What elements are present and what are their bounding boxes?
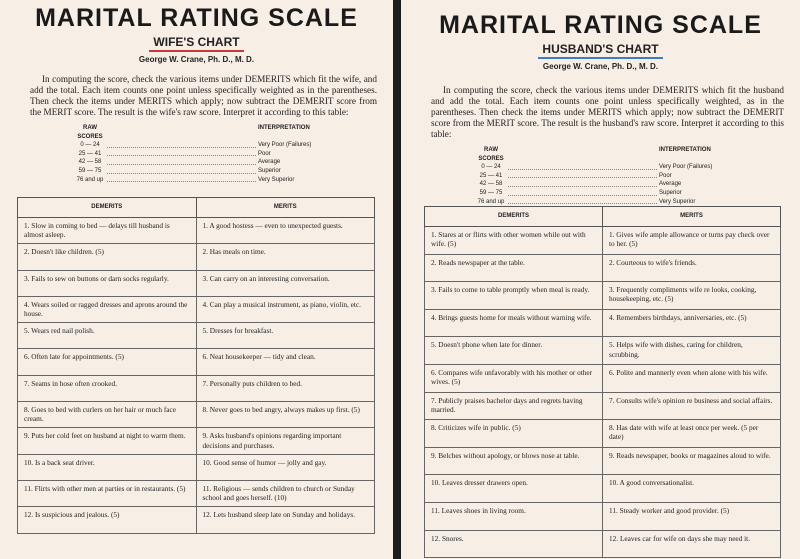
score-range: 25 — 41 [479,172,503,179]
table-row [425,364,781,392]
merit-item: 7. Personally puts children to bed. [196,375,375,401]
score-interpretation: Very Superior [258,176,295,183]
dot-leader [508,180,657,187]
demerit-item: 8. Criticizes wife in public. (5) [425,420,603,448]
rating-table [424,206,781,558]
score-row [75,141,330,150]
table-row [18,428,375,454]
merit-item: 12. Leaves car for wife on days she may need it. [603,530,781,558]
score-range: 59 — 75 [78,167,102,174]
table-row [425,475,781,503]
score-interpretation: Average [258,159,281,166]
score-interpretation: Average [659,181,682,188]
table-row [18,270,375,296]
merit-item: 2. Has meals on time. [196,244,375,270]
demerit-item: 8. Goes to bed with curlers on her hair or much face cream. [18,402,197,428]
merits-column-header: MERITS [603,207,781,227]
score-table [476,146,731,206]
dot-leader [107,167,256,174]
demerit-item: 4. Brings guests home for meals without warning wife. [425,309,603,337]
score-range: 76 and up [477,198,505,205]
table-row [18,507,375,533]
score-interpretation: Very Superior [659,198,696,205]
score-interpretation: Poor [258,150,271,157]
merit-item: 8. Has date with wife at least once per week. (5 per date) [603,420,781,448]
demerit-item: 12. Snores. [425,530,603,558]
merit-item: 11. Steady worker and good provider. (5) [603,502,781,530]
score-interpretation: Superior [659,189,682,196]
merit-item: 8. Never goes to bed angry, always makes up first. (5) [196,402,375,428]
table-row [18,402,375,428]
demerit-item: 10. Is a back seat driver. [18,454,197,480]
merit-item: 9. Reads newspaper, books or magazines aloud to wife. [603,447,781,475]
demerit-item: 12. Is suspicious and jealous. (5) [18,507,197,533]
table-row [18,375,375,401]
demerit-item: 5. Wears red nail polish. [18,323,197,349]
table-row [425,447,781,475]
raw-scores-heading: RAW SCORES [77,125,103,140]
instructions-paragraph: In computing the score, check the various items under DEMERITS which fit the husband and add the total. Each item counts one point unless specifically weighted, as in the parentheses. Then check the items under MERITS which apply; now subtract the DEMERIT score from the MERIT score. The result is the husband's raw score. Interpret it according to this table: [431,85,784,139]
merits-column-header: MERITS [196,198,375,218]
demerit-item: 9. Belches without apology, or blows nose at table. [425,447,603,475]
merit-item: 6. Neat housekeeper — tidy and clean. [196,349,375,375]
wife-chart-page [0,0,393,559]
score-row [476,180,731,189]
table-row [425,530,781,558]
merit-item: 9. Asks husband's opinions regarding important decisions and purchases. [196,428,375,454]
score-range: 25 — 41 [78,150,102,157]
page-title: MARITAL RATING SCALE [35,4,358,32]
score-range: 0 — 24 [481,164,501,171]
rating-table [17,197,375,534]
dot-leader [508,163,657,170]
merit-item: 4. Can play a musical instrument, as piano, violin, etc. [196,296,375,322]
dot-leader [508,189,657,196]
merit-item: 7. Consults wife's opinion re business and social affairs. [603,392,781,420]
merit-item: 5. Helps wife with dishes, caring for children, scrubbing. [603,337,781,365]
score-range: 59 — 75 [479,189,503,196]
husband-chart-page [401,0,800,559]
table-row [425,309,781,337]
merit-item: 1. Gives wife ample allowance or turns pay check over to her. (5) [603,227,781,255]
dot-leader [508,172,657,179]
dot-leader [107,150,256,157]
demerit-item: 9. Puts her cold feet on husband at night to warm them. [18,428,197,454]
score-row [476,198,731,207]
merit-item: 1. A good hostess — even to unexpected guests. [196,218,375,244]
demerit-item: 1. Slow in coming to bed — delays till husband is almost asleep. [18,218,197,244]
author-line: George W. Crane, Ph. D., M. D. [138,55,255,64]
demerit-item: 11. Leaves shoes in living room. [425,502,603,530]
score-range: 42 — 58 [479,181,503,188]
table-row [18,323,375,349]
score-row [75,158,330,167]
score-table [75,124,330,184]
table-row [425,227,781,255]
merit-item: 2. Courteous to wife's friends. [603,254,781,282]
merit-item: 6. Polite and mannerly even when alone with his wife. [603,364,781,392]
merit-item: 3. Frequently compliments wife re looks, cooking, housekeeping, etc. (5) [603,282,781,310]
table-row [18,480,375,506]
interpretation-heading: INTERPRETATION [659,147,711,153]
table-row [425,337,781,365]
author-line: George W. Crane, Ph. D., M. D. [542,62,659,71]
score-interpretation: Poor [659,172,672,179]
score-interpretation: Very Poor (Failures) [258,142,312,149]
score-row [75,150,330,159]
merit-item: 10. A good conversationalist. [603,475,781,503]
score-row [476,172,731,181]
score-range: 76 and up [76,176,104,183]
demerit-item: 3. Fails to come to table promptly when meal is ready. [425,282,603,310]
demerit-item: 2. Reads newspaper at the table. [425,254,603,282]
merit-item: 3. Can carry on an interesting conversation. [196,270,375,296]
table-row [18,218,375,244]
page-title: MARITAL RATING SCALE [439,11,762,39]
table-row [425,392,781,420]
chart-subtitle: HUSBAND'S CHART [538,42,662,59]
table-row [18,244,375,270]
score-interpretation: Superior [258,167,281,174]
demerits-column-header: DEMERITS [18,198,197,218]
demerit-item: 7. Publicly praises bachelor days and regrets having married. [425,392,603,420]
table-row [425,502,781,530]
dot-leader [107,141,256,148]
table-row [18,296,375,322]
demerit-item: 1. Stares at or flirts with other women while out with wife. (5) [425,227,603,255]
chart-subtitle: WIFE'S CHART [149,35,243,52]
demerit-item: 6. Often late for appointments. (5) [18,349,197,375]
demerit-item: 6. Compares wife unfavorably with his mother or other wives. (5) [425,364,603,392]
merit-item: 4. Remembers birthdays, anniversaries, etc. (5) [603,309,781,337]
demerit-item: 11. Flirts with other men at parties or in restaurants. (5) [18,480,197,506]
demerits-column-header: DEMERITS [425,207,603,227]
dot-leader [107,176,256,183]
table-row [425,420,781,448]
merit-item: 12. Lets husband sleep late on Sunday and holidays. [196,507,375,533]
demerit-item: 2. Doesn't like children. (5) [18,244,197,270]
demerit-item: 4. Wears soiled or ragged dresses and aprons around the house. [18,296,197,322]
score-row [75,176,330,185]
score-row [476,163,731,172]
table-row [425,254,781,282]
table-row [18,349,375,375]
demerit-item: 5. Doesn't phone when late for dinner. [425,337,603,365]
score-range: 0 — 24 [80,142,100,149]
demerit-item: 7. Seams in hose often crooked. [18,375,197,401]
score-row [476,189,731,198]
dot-leader [107,158,256,165]
demerit-item: 10. Leaves dresser drawers open. [425,475,603,503]
merit-item: 10. Good sense of humor — jolly and gay. [196,454,375,480]
merit-item: 5. Dresses for breakfast. [196,323,375,349]
interpretation-heading: INTERPRETATION [258,125,310,131]
merit-item: 11. Religious — sends children to church or Sunday school and goes herself. (10) [196,480,375,506]
instructions-paragraph: In computing the score, check the various items under DEMERITS which fit the wife, and add the total. Each item counts one point unless specifically weighted as in the parentheses. Then check the items under MERITS which apply; now subtract the DEMERIT score from the MERIT score. The result is the wife's raw score. Interpret it according to this table: [30,74,377,117]
dot-leader [508,198,657,205]
score-interpretation: Very Poor (Failures) [659,164,713,171]
score-range: 42 — 58 [78,159,102,166]
raw-scores-heading: RAW SCORES [478,147,504,162]
score-row [75,167,330,176]
demerit-item: 3. Fails to sew on buttons or darn socks regularly. [18,270,197,296]
table-row [18,454,375,480]
table-row [425,282,781,310]
